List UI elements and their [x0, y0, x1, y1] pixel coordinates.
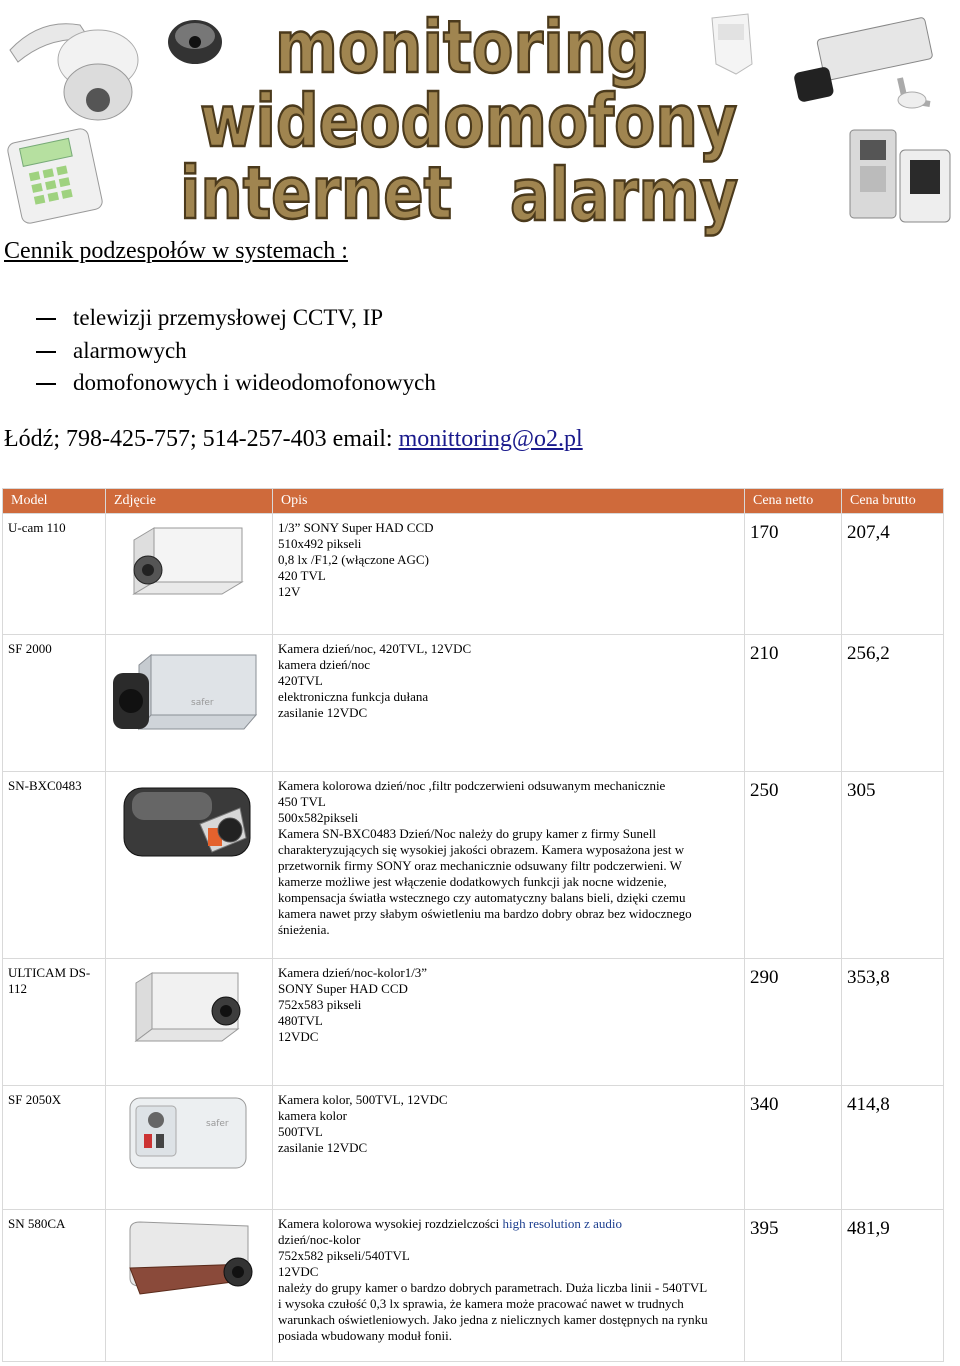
description-cell [273, 959, 745, 1086]
email-link[interactable]: monittoring@o2.pl [398, 426, 583, 452]
camera-photo-icon [126, 1092, 251, 1178]
table-row [3, 1210, 944, 1362]
desc-line: kamera dzień/noc [278, 657, 371, 672]
photo-cell [106, 514, 273, 635]
desc-line: należy do grupy kamer o bardzo dobrych parametrach. Duża liczba linii - 540TVL [278, 1280, 708, 1295]
photo-cell [106, 959, 273, 1086]
desc-line: Kamera kolor, 500TVL, 12VDC [278, 1092, 448, 1107]
desc-line: 420TVL [278, 673, 323, 688]
desc-line: kamera kolor [278, 1108, 347, 1123]
gross-price-cell: 353,8 [842, 959, 944, 1086]
list-item: domofonowych i wideodomofonowych [36, 367, 436, 400]
desc-line: zasilanie 12VDC [278, 705, 368, 720]
video-doorphone-icon [850, 130, 950, 222]
net-price-cell: 250 [745, 772, 842, 959]
desc-line: 0,8 lx /F1,2 (włączone AGC) [278, 552, 429, 567]
box-camera-icon [793, 17, 933, 108]
logo-internet: internet [180, 151, 452, 235]
description-cell [273, 635, 745, 772]
net-price-cell: 395 [745, 1210, 842, 1362]
logo-monitoring: monitoring [275, 5, 650, 89]
photo-cell [106, 1210, 273, 1362]
table-row [3, 1086, 944, 1210]
camera-photo-icon [120, 1216, 255, 1308]
category-list [36, 302, 436, 400]
table-row [3, 635, 944, 772]
table-row [3, 514, 944, 635]
desc-line: kamera nawet przy słabym oświetleniu ma bardzo dobry obraz bez widocznego [278, 906, 692, 921]
net-price-cell: 210 [745, 635, 842, 772]
table-row [3, 772, 944, 959]
desc-line: zasilanie 12VDC [278, 1140, 368, 1155]
alarm-keypad-icon [6, 127, 103, 224]
mini-dome-camera-icon [168, 20, 222, 64]
price-table [2, 488, 944, 1362]
desc-line: Kamera dzień/noc, 420TVL, 12VDC [278, 641, 472, 656]
description-cell [273, 1086, 745, 1210]
logo-wideodomofony: wideodomofony [200, 79, 737, 163]
desc-line: 510x492 pikseli [278, 536, 362, 551]
speed-dome-camera-icon [10, 24, 138, 120]
column-header-model: Model [3, 489, 106, 514]
svg-text:safer: safer [206, 1119, 229, 1129]
desc-line: posiada wbudowany moduł fonii. [278, 1328, 453, 1343]
net-price-cell: 340 [745, 1086, 842, 1210]
desc-line: 500x582pikseli [278, 810, 359, 825]
column-header-gross-price: Cena brutto [842, 489, 944, 514]
desc-line: warunkach oświetleniowych. Jako jedna z nielicznych kamer dostępnych na rynku [278, 1312, 708, 1327]
model-cell: ULTICAM DS-112 [3, 959, 106, 1086]
gross-price-cell: 256,2 [842, 635, 944, 772]
desc-line: kompensacja światła wstecznego czy automatyczny balans bieli, dzięki czemu [278, 890, 686, 905]
motion-sensor-icon [712, 14, 752, 74]
gross-price-cell: 207,4 [842, 514, 944, 635]
model-cell: SN 580CA [3, 1210, 106, 1362]
desc-line: SONY Super HAD CCD [278, 981, 408, 996]
description-cell [273, 1210, 745, 1362]
list-item: telewizji przemysłowej CCTV, IP [36, 302, 436, 335]
desc-line: 752x583 pikseli [278, 997, 362, 1012]
contact-text: Łódź; 798-425-757; 514-257-403 email: [4, 426, 399, 452]
table-header-row [3, 489, 944, 514]
gross-price-cell: 481,9 [842, 1210, 944, 1362]
logo-alarmy: alarmy [510, 153, 738, 237]
svg-text:safer: safer [191, 698, 214, 708]
camera-photo-icon [111, 643, 261, 743]
photo-cell [106, 772, 273, 959]
column-header-net-price: Cena netto [745, 489, 842, 514]
model-cell: SF 2050X [3, 1086, 106, 1210]
desc-line: 12VDC [278, 1264, 319, 1279]
desc-highlight: high resolution z audio [502, 1216, 623, 1231]
desc-line: 420 TVL [278, 568, 326, 583]
desc-line: charakteryzujących się wysokiej jakości obrazem. Kamera wyposażona jest w [278, 842, 685, 857]
model-cell: SF 2000 [3, 635, 106, 772]
banner-graphic [0, 0, 960, 240]
desc-line: 752x582 pikseli/540TVL [278, 1248, 410, 1263]
net-price-cell: 170 [745, 514, 842, 635]
description-cell [273, 772, 745, 959]
desc-line: 450 TVL [278, 794, 326, 809]
desc-line: 480TVL [278, 1013, 323, 1028]
banner [0, 0, 960, 240]
desc-line: i wysoka czułość 0,3 lx sprawia, że kamera może pracować nawet w trudnych [278, 1296, 684, 1311]
desc-line: śnieżenia. [278, 922, 330, 937]
desc-line: Kamera SN-BXC0483 Dzień/Noc należy do grupy kamer z firmy Sunell [278, 826, 656, 841]
description-cell [273, 514, 745, 635]
camera-photo-icon [124, 520, 249, 606]
gross-price-cell: 414,8 [842, 1086, 944, 1210]
desc-line: przetwornik firmy SONY oraz mechanicznie odsuwany filtr podczerwieni. W [278, 858, 682, 873]
desc-line: Kamera dzień/noc-kolor1/3” [278, 965, 428, 980]
net-price-cell: 290 [745, 959, 842, 1086]
desc-line: 500TVL [278, 1124, 323, 1139]
table-row [3, 959, 944, 1086]
desc-line: dzień/noc-kolor [278, 1232, 361, 1247]
desc-line: kamerze możliwe jest włączenie dodatkowych funkcji jak nocne widzenie, [278, 874, 667, 889]
model-cell: U-cam 110 [3, 514, 106, 635]
desc-line: 1/3” SONY Super HAD CCD [278, 520, 434, 535]
desc-line: 12V [278, 584, 301, 599]
desc-line [278, 1216, 739, 1232]
desc-line: elektroniczna funkcja dułana [278, 689, 429, 704]
column-header-photo: Zdjęcie [106, 489, 273, 514]
desc-line: Kamera kolorowa dzień/noc ,filtr podczerwieni odsuwanym mechanicznie [278, 778, 666, 793]
camera-photo-icon [130, 965, 245, 1051]
gross-price-cell: 305 [842, 772, 944, 959]
contact-line [4, 426, 583, 453]
photo-cell [106, 635, 273, 772]
desc-text: Kamera kolorowa wysokiej rozdzielczości [278, 1216, 503, 1231]
model-cell: SN-BXC0483 [3, 772, 106, 959]
photo-cell [106, 1086, 273, 1210]
list-item: alarmowych [36, 335, 436, 368]
page-title: Cennik podzespołów w systemach : [4, 238, 348, 264]
camera-photo-icon [120, 778, 255, 868]
desc-line: 12VDC [278, 1029, 319, 1044]
column-header-description: Opis [273, 489, 745, 514]
